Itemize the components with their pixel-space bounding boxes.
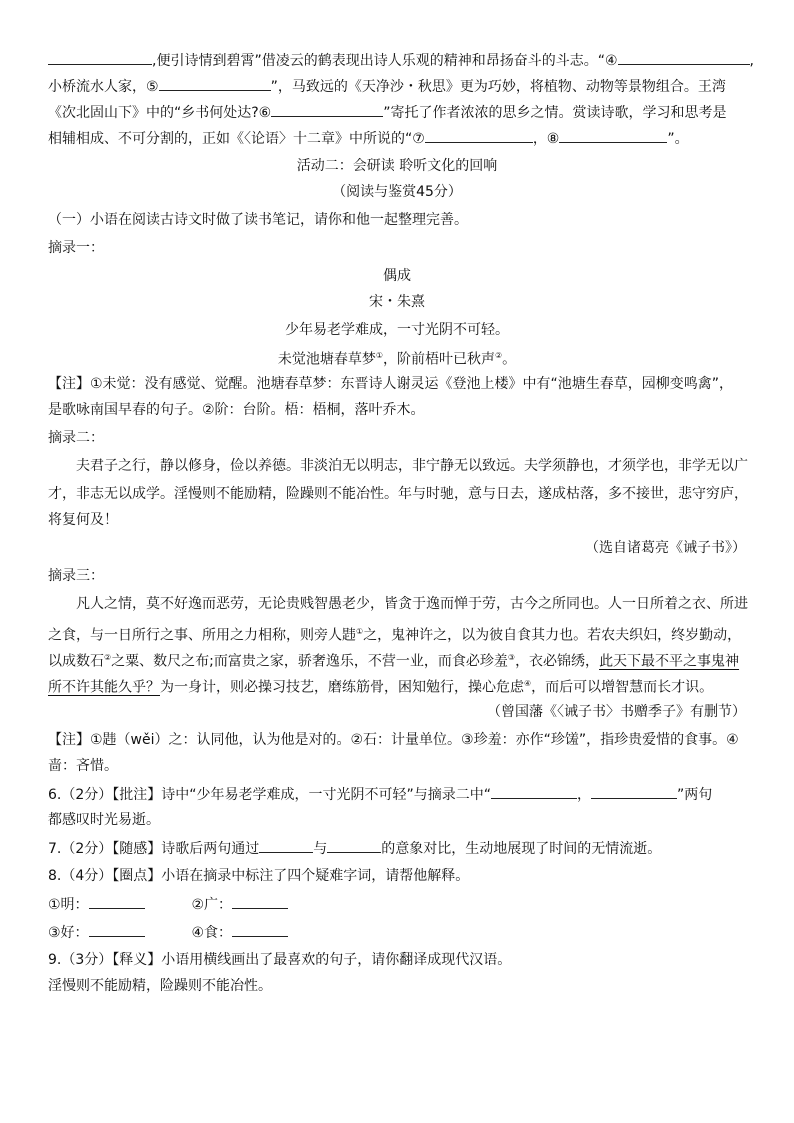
q7-blank-2[interactable] (327, 838, 381, 853)
excerpt-2-para-line-2: 才，非志无以成学。淫慢则不能励精，险躁则不能冶性。年与时驰，意与日去，遂成枯落，多不接世，悲守穷庐， (48, 486, 748, 502)
excerpt-3-note-line-1: 【注】①韪（wěi）之：认同他，认为他是对的。②石：计量单位。③珍羞：亦作“珍馐”，指珍贵爱惜的食事。④ (48, 732, 739, 748)
answer-blank-3[interactable] (48, 50, 152, 65)
intro-line-1: ,便引诗情到碧霄”借凌云的鹤表现出诗人乐观的精神和昂扬奋斗的斗志。“④ , (48, 50, 746, 71)
question-9: 9.（3分）【释义】小语用横线画出了最喜欢的句子，请你翻译成现代汉语。 (48, 952, 512, 968)
q6-blank-1[interactable] (491, 784, 577, 799)
answer-blank-6[interactable] (271, 102, 383, 117)
question-8-row-2: ③好： ④食： (48, 922, 746, 943)
question-8: 8.（4分）【圈点】小语在摘录中标注了四个疑难字词，请帮他解释。 (48, 868, 470, 884)
excerpt-3-para-line-3: 以成数石②之粟、数尺之布;而富贵之家，骄奢逸乐，不营一业，而食必珍羞③，衣必锦绣，此天下最不平之事鬼神 (48, 653, 740, 670)
question-6-line-2: 都感叹时光易逝。 (48, 812, 160, 828)
underlined-sentence-part-1: 此天下最不平之事鬼神 (599, 653, 740, 670)
excerpt-2-source: （选自诸葛亮《诫子书》） (585, 540, 746, 556)
question-8-row-1: ①明： ②广： (48, 894, 746, 915)
excerpt-3-para-line-2: 之食，与一日所行之事、所用之力相称，则旁人韪①之，鬼神许之，以为彼自食其力也。若农夫织妇，终岁勤动， (48, 627, 742, 644)
q8-blank-2[interactable] (232, 894, 288, 909)
poem-author: 宋・朱熹 (369, 294, 425, 310)
answer-blank-4[interactable] (618, 50, 750, 65)
intro-line-4: 相辅相成、不可分割的，正如《〈论语〉十二章》中所说的“⑦ ，⑧ ”。 (48, 128, 746, 149)
poem-title: 偶成 (383, 268, 411, 284)
excerpt-2-label: 摘录二： (48, 430, 104, 446)
underlined-sentence-part-2: 所不许其能久乎？ (48, 679, 160, 696)
activity-subtitle: （阅读与鉴赏45分） (332, 184, 462, 200)
answer-blank-7[interactable] (425, 128, 533, 143)
excerpt-3-para-line-4: 所不许其能久乎？为一身计，则必操习技艺，磨练筋骨，困知勉行，操心危虑④，而后可以增智慧而长才识。 (48, 679, 714, 696)
question-7: 7.（2分）【随感】诗歌后两句通过 与 的意象对比，生动地展现了时间的无情流逝。 (48, 838, 746, 859)
part-one-intro: （一）小语在阅读古诗文时做了读书笔记，请你和他一起整理完善。 (48, 212, 468, 228)
q8-blank-3[interactable] (89, 922, 145, 937)
q7-blank-1[interactable] (259, 838, 313, 853)
q6-blank-2[interactable] (591, 784, 677, 799)
poem-line-1: 少年易老学难成，一寸光阴不可轻。 (285, 322, 509, 338)
q8-blank-4[interactable] (232, 922, 288, 937)
poem-note-line-1: 【注】①未觉：没有感觉、觉醒。池塘春草梦：东晋诗人谢灵运《登池上楼》中有“池塘生春草，园柳变鸣禽”， (48, 376, 734, 392)
q8-blank-1[interactable] (89, 894, 145, 909)
excerpt-2-para-line-3: 将复何及！ (48, 512, 118, 528)
excerpt-3-source: （曾国藩《〈诫子书〉书赠季子》有删节） (487, 704, 746, 720)
question-6: 6.（2分）【批注】诗中“少年易老学难成，一寸光阴不可轻”与摘录二中“ ， ”两句 (48, 784, 746, 805)
intro-line-2: 小桥流水人家，⑤ ”，马致远的《天净沙・秋思》更为巧妙，将植物、动物等景物组合。王湾 (48, 76, 746, 97)
intro-line-3: 《次北固山下》中的“乡书何处达?⑥ ”寄托了作者浓浓的思乡之情。赏读诗歌，学习和思考是 (48, 102, 746, 123)
excerpt-3-note-line-2: 啬：吝惜。 (48, 758, 118, 774)
poem-line-2: 未觉池塘春草梦①，阶前梧叶已秋声②。 (277, 351, 517, 368)
excerpt-3-para-line-1: 凡人之情，莫不好逸而恶劳，无论贵贱智愚老少，皆贪于逸而惮于劳，古今之所同也。人一日所着之衣、所进 (76, 596, 748, 612)
question-9-sentence: 淫慢则不能励精，险躁则不能冶性。 (48, 978, 272, 994)
excerpt-1-label: 摘录一： (48, 240, 104, 256)
poem-note-line-2: 是歌咏南国早春的句子。②阶：台阶。梧：梧桐，落叶乔木。 (48, 402, 425, 418)
excerpt-3-label: 摘录三： (48, 568, 104, 584)
activity-title: 活动二：会研读 聆听文化的回响 (296, 158, 498, 174)
excerpt-2-para-line-1: 夫君子之行，静以修身，俭以养德。非淡泊无以明志，非宁静无以致远。夫学须静也，才须学也，非学无以广 (76, 458, 748, 474)
answer-blank-8[interactable] (559, 128, 667, 143)
answer-blank-5[interactable] (159, 76, 271, 91)
